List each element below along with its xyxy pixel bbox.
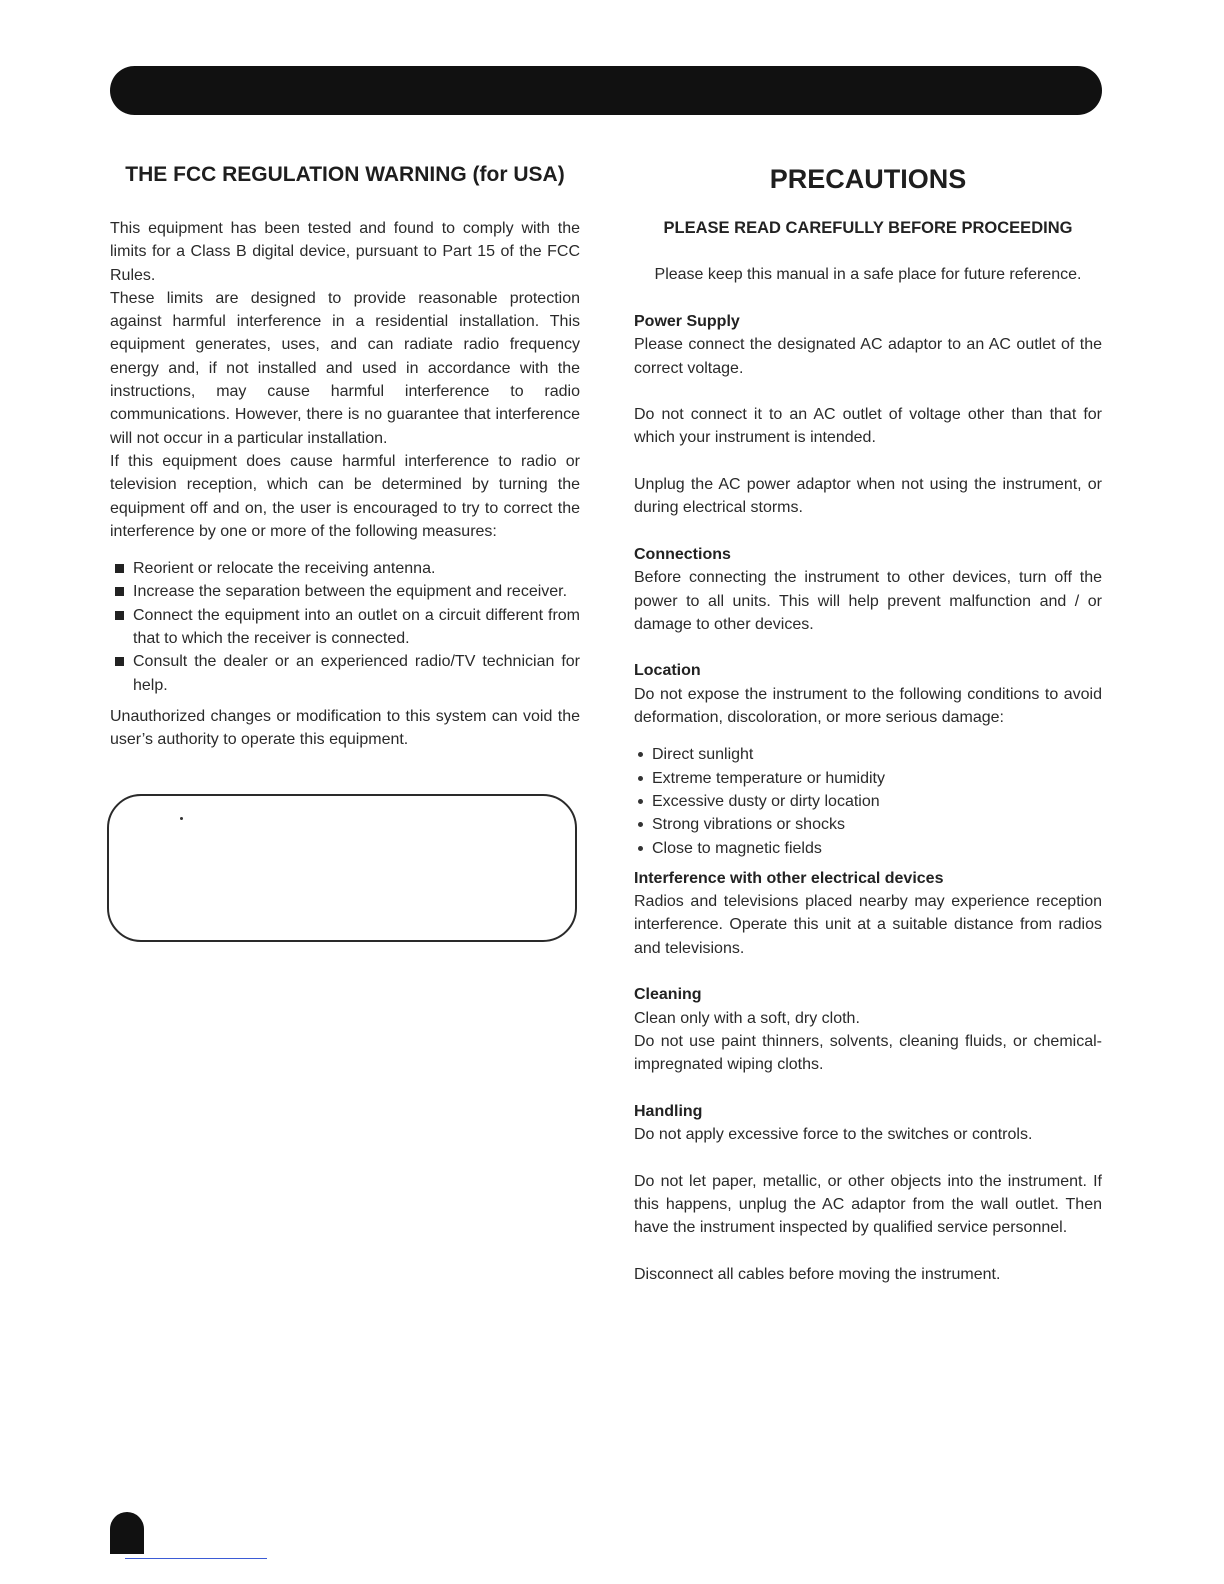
fcc-section (110, 160, 580, 752)
round-bullet-icon (638, 846, 643, 851)
location-heading: Location (634, 662, 701, 680)
precautions-subtitle: PLEASE READ CAREFULLY BEFORE PROCEEDING (663, 219, 1073, 237)
round-bullet-icon (638, 752, 643, 757)
condition-text: Close to magnetic fields (652, 839, 822, 857)
power-supply-heading: Power Supply (634, 313, 740, 330)
page-number-tab (110, 1512, 144, 1554)
power-supply-text-3: Unplug the AC power adaptor when not using the instrument, or during electrical storms. (634, 476, 1102, 517)
measure-text: Increase the separation between the equipment and receiver. (133, 583, 568, 601)
footer-rule (125, 1558, 267, 1559)
fcc-paragraph-2: These limits are designed to provide reasonable protection against harmful interference in a residential installation. This equipment generates, uses, and can radiate radio frequency energy and, if not installed and used in accordance with the instructions, may cause harmful interference to radio communications. However, there is no guarantee that interference will not occur in a particular installation. (110, 289, 580, 447)
handling-text-3: Disconnect all cables before moving the instrument. (634, 1265, 1001, 1283)
list-item (110, 650, 580, 697)
power-supply-text-2: Do not connect it to an AC outlet of voltage other than that for which your instrument is intended. (634, 406, 1102, 447)
measure-text: Reorient or relocate the receiving antenna. (133, 560, 436, 578)
condition-text: Strong vibrations or shocks (652, 816, 845, 834)
cleaning-text-2: Do not use paint thinners, solvents, cleaning fluids, or chemical-impregnated wiping cloths. (634, 1032, 1102, 1074)
dot-mark (180, 817, 183, 820)
condition-text: Excessive dusty or dirty location (652, 792, 880, 810)
precautions-title: PRECAUTIONS (769, 164, 967, 194)
list-item (634, 790, 1102, 813)
round-bullet-icon (638, 776, 643, 781)
cleaning-text-1: Clean only with a soft, dry cloth. (634, 1009, 860, 1027)
round-bullet-icon (638, 822, 643, 827)
fcc-measures-list (110, 557, 580, 697)
fcc-title: THE FCC REGULATION WARNING (for USA) (125, 163, 565, 186)
precautions-section (634, 160, 1102, 1286)
square-bullet-icon (115, 657, 124, 666)
connections-heading: Connections (634, 545, 731, 563)
cleaning-heading: Cleaning (634, 986, 702, 1004)
interference-heading: Interference with other electrical devices (634, 869, 944, 887)
list-item (634, 837, 1102, 860)
location-conditions-list (634, 743, 1102, 859)
handling-text-1: Do not apply excessive force to the switches or controls. (634, 1126, 1033, 1144)
list-item (110, 580, 580, 603)
interference-text: Radios and televisions placed nearby may experience reception interference. Operate this unit at a suitable distance from radios and televisions. (634, 893, 1102, 957)
header-bar (110, 66, 1102, 115)
measure-text: Connect the equipment into an outlet on a circuit different from that to which the receiver is connected. (133, 606, 580, 648)
condition-text: Direct sunlight (652, 746, 754, 764)
square-bullet-icon (115, 611, 124, 620)
location-text: Do not expose the instrument to the following conditions to avoid deformation, discoloration, or more serious damage: (634, 685, 1102, 727)
note-box (107, 794, 577, 942)
handling-heading: Handling (634, 1102, 703, 1120)
connections-text: Before connecting the instrument to other devices, turn off the power to all units. This will help prevent malfunction and / or damage to other devices. (634, 569, 1102, 633)
list-item (634, 743, 1102, 766)
measure-text: Consult the dealer or an experienced radio/TV technician for help. (133, 653, 580, 694)
list-item (110, 604, 580, 651)
square-bullet-icon (115, 587, 124, 596)
list-item (634, 767, 1102, 790)
fcc-paragraph-4: Unauthorized changes or modification to this system can void the user’s authority to operate this equipment. (110, 707, 580, 749)
fcc-paragraph-3: If this equipment does cause harmful interference to radio or television reception, which can be determined by turning the equipment off and on, the user is encouraged to try to correct the interference by one or more of the following measures: (110, 452, 580, 540)
square-bullet-icon (115, 564, 124, 573)
condition-text: Extreme temperature or humidity (652, 769, 885, 787)
list-item (634, 813, 1102, 836)
fcc-paragraph-1: This equipment has been tested and found to comply with the limits for a Class B digital device, pursuant to Part 15 of the FCC Rules. (110, 220, 580, 284)
list-item (110, 557, 580, 580)
handling-text-2: Do not let paper, metallic, or other objects into the instrument. If this happens, unplug the AC adaptor from the wall outlet. Then have the instrument inspected by qualified service personnel. (634, 1172, 1102, 1237)
power-supply-text-1: Please connect the designated AC adaptor to an AC outlet of the correct voltage. (634, 336, 1102, 377)
round-bullet-icon (638, 799, 643, 804)
precautions-keep-note: Please keep this manual in a safe place for future reference. (654, 266, 1082, 283)
